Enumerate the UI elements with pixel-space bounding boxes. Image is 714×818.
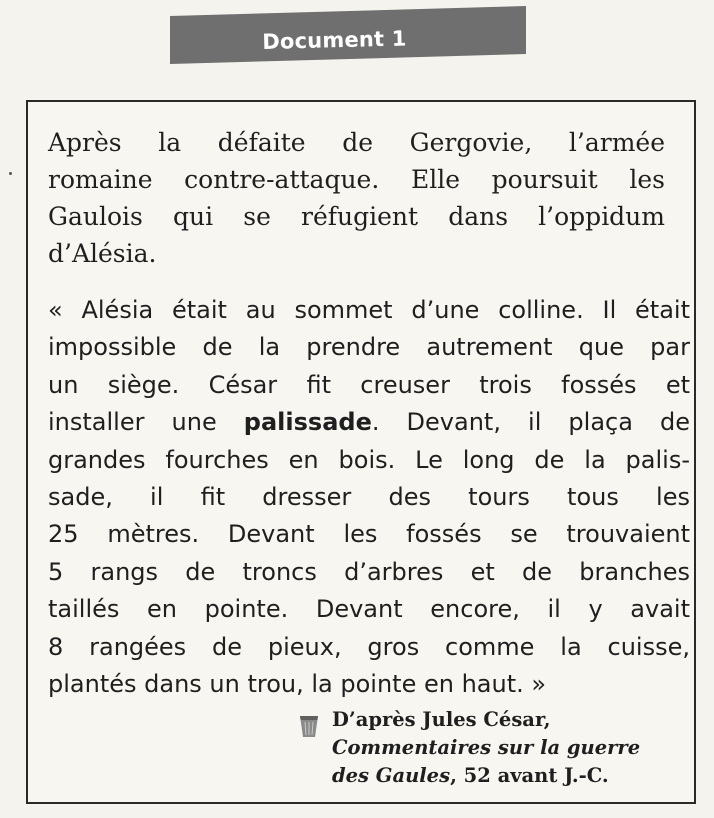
intro-line: d’Alésia. [48,239,157,268]
quote-line: impossible de la prendre autrement que par [48,333,690,362]
intro-line: Après la défaite de Gergovie, l’armée [48,128,665,157]
source-work-end: des Gaules [332,764,451,787]
source-author: D’après Jules César, [332,708,551,731]
quote-line: grandes fourches en bois. Le long de la palis- [48,445,690,474]
quote-line: « Alésia était au sommet d’une colline. Il était [48,296,690,324]
source-work: Commentaires sur la guerre [332,736,641,759]
quote-line [48,404,690,441]
quote-text: . Devant, il plaça de [371,408,690,437]
quote-line: 8 rangées de pieux, gros comme la cuisse, [48,632,690,661]
quote-line: plantés dans un trou, la pointe en haut. » [48,670,547,699]
intro-line: romaine contre-attaque. Elle poursuit les [48,165,665,194]
quote-line: 5 rangs de troncs d’arbres et de branches [48,557,690,586]
document-source-icon [298,712,320,740]
quote-text: installer une [48,408,244,437]
intro-line: Gaulois qui se réfugient dans l’oppidum [48,202,665,231]
quote-line: 25 mètres. Devant les fossés se trouvaient [48,520,690,549]
quote-paragraph [48,292,692,703]
intro-paragraph [48,124,694,272]
quote-line: un siège. César fit creuser trois fossés et [48,370,690,399]
quote-line: taillés en pointe. Devant encore, il y avait [48,595,690,624]
source-line-3 [332,762,692,790]
keyword-palissade: palissade [243,408,372,437]
source-citation [332,706,692,790]
margin-mark [9,172,12,175]
source-date: , 52 avant J.-C. [450,764,609,787]
quote-line: sade, il fit dresser des tours tous les [48,483,690,512]
document-title: Document 1 [262,26,407,54]
